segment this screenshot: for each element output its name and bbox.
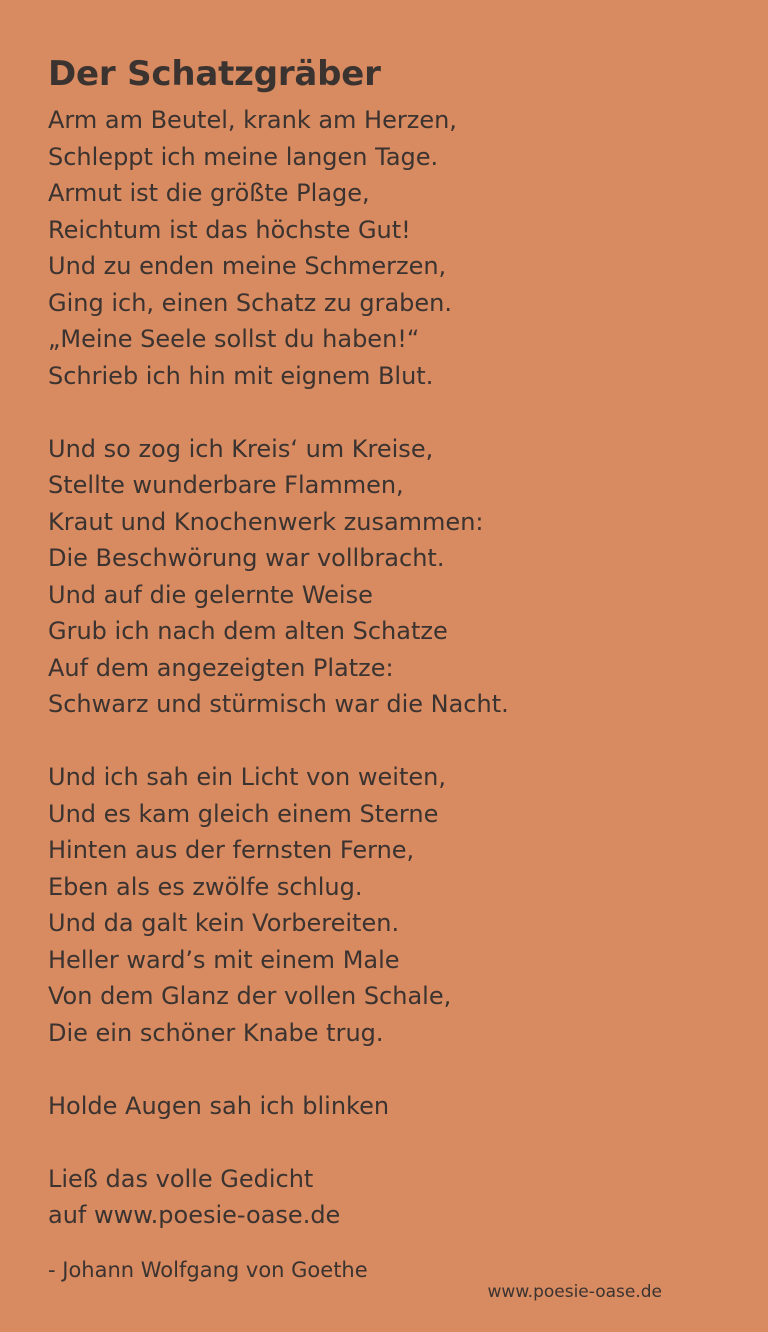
poem-stanza bbox=[48, 102, 728, 394]
poem-line: Holde Augen sah ich blinken bbox=[48, 1091, 390, 1120]
poem-line: Und so zog ich Kreis‘ um Kreise, bbox=[48, 434, 434, 463]
poem-line: Schwarz und stürmisch war die Nacht. bbox=[48, 690, 509, 718]
poem-line: „Meine Seele sollst du haben!“ bbox=[48, 325, 420, 353]
poem-line: Eben als es zwölfe schlug. bbox=[48, 872, 363, 901]
poem-line: Ging ich, einen Schatz zu graben. bbox=[48, 288, 452, 317]
poem-line: Von dem Glanz der vollen Schale, bbox=[48, 982, 452, 1010]
poem-line: Heller ward’s mit einem Male bbox=[48, 945, 400, 974]
footer-website-url: www.poesie-oase.de bbox=[487, 1282, 662, 1302]
poem-container bbox=[48, 52, 728, 1270]
poem-stanza bbox=[48, 1161, 728, 1234]
poem-line: Und auf die gelernte Weise bbox=[48, 580, 373, 609]
poem-line: Und ich sah ein Licht von weiten, bbox=[48, 763, 446, 791]
poem-stanza bbox=[48, 759, 728, 1051]
poem-line: Schrieb ich hin mit eignem Blut. bbox=[48, 361, 434, 390]
poem-line: Hinten aus der fernsten Ferne, bbox=[48, 836, 415, 864]
poem-line: Arm am Beutel, krank am Herzen, bbox=[48, 106, 457, 134]
poem-stanza bbox=[48, 431, 728, 723]
poem-line: Die Beschwörung war vollbracht. bbox=[48, 544, 445, 572]
poem-body bbox=[48, 102, 728, 1234]
poem-line: Auf dem angezeigten Platze: bbox=[48, 653, 394, 682]
poem-line: Stellte wunderbare Flammen, bbox=[48, 471, 404, 499]
poem-line: Grub ich nach dem alten Schatze bbox=[48, 617, 448, 645]
poem-line: Und es kam gleich einem Sterne bbox=[48, 799, 439, 828]
poem-line: Schleppt ich meine langen Tage. bbox=[48, 142, 439, 171]
poem-line: Und zu enden meine Schmerzen, bbox=[48, 252, 447, 280]
poem-line: Kraut und Knochenwerk zusammen: bbox=[48, 507, 484, 536]
poem-line: auf www.poesie-oase.de bbox=[48, 1201, 341, 1229]
poem-line: Armut ist die größte Plage, bbox=[48, 179, 370, 207]
poem-title: Der Schatzgräber bbox=[48, 54, 381, 94]
poem-line: Die ein schöner Knabe trug. bbox=[48, 1018, 384, 1047]
poem-stanza bbox=[48, 1088, 728, 1125]
poem-author: - Johann Wolfgang von Goethe bbox=[48, 1258, 368, 1282]
poem-line: Und da galt kein Vorbereiten. bbox=[48, 909, 400, 937]
poem-line: Reichtum ist das höchste Gut! bbox=[48, 215, 411, 244]
poem-line: Ließ das volle Gedicht bbox=[48, 1164, 314, 1193]
